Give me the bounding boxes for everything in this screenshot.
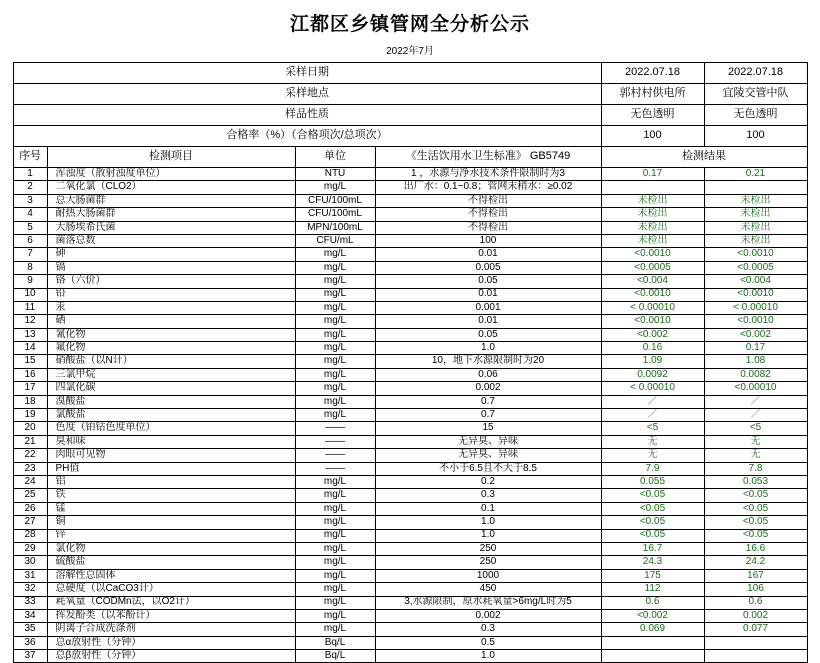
row-no: 6	[13, 234, 47, 247]
table-row	[13, 409, 807, 422]
row-item: PH值	[47, 462, 295, 475]
row-unit: ——	[295, 422, 375, 435]
row-standard: 0.5	[375, 636, 601, 649]
row-result-1: <0.0005	[601, 261, 704, 274]
row-standard: 0.3	[375, 623, 601, 636]
row-result-2: <0.0005	[704, 261, 807, 274]
row-result-1	[601, 636, 704, 649]
header-label-pass-rate: 合格率（%）（合格项次/总项次）	[13, 126, 601, 147]
row-no: 20	[13, 422, 47, 435]
row-result-2	[704, 636, 807, 649]
row-item: 四氯化碳	[47, 382, 295, 395]
row-result-2: 0.6	[704, 596, 807, 609]
table-row	[13, 475, 807, 488]
row-unit: mg/L	[295, 355, 375, 368]
table-row	[13, 650, 807, 663]
row-result-2: 未检出	[704, 194, 807, 207]
row-standard: 0.7	[375, 395, 601, 408]
row-item: 肉眼可见物	[47, 449, 295, 462]
row-item: 耐热大肠菌群	[47, 208, 295, 221]
row-result-1: 1.09	[601, 355, 704, 368]
row-result-2: <0.05	[704, 489, 807, 502]
row-result-2: <0.0010	[704, 288, 807, 301]
row-item: 溴酸盐	[47, 395, 295, 408]
row-result-1: <0.004	[601, 275, 704, 288]
row-item: 色度（铂钴色度单位）	[47, 422, 295, 435]
row-item: 总β放射性（分钟）	[47, 650, 295, 663]
row-result-1: <0.05	[601, 502, 704, 515]
row-result-2: 1.08	[704, 355, 807, 368]
row-standard: 1.0	[375, 342, 601, 355]
row-result-1: 未检出	[601, 221, 704, 234]
row-result-2: ／	[704, 409, 807, 422]
row-result-1: < 0.00010	[601, 382, 704, 395]
row-result-1: <0.0010	[601, 248, 704, 261]
table-row	[13, 288, 807, 301]
row-result-2: <0.05	[704, 529, 807, 542]
table-row	[13, 462, 807, 475]
table-row	[13, 502, 807, 515]
table-row	[13, 234, 807, 247]
row-result-2: <0.002	[704, 328, 807, 341]
table-row	[13, 395, 807, 408]
table-row	[13, 382, 807, 395]
row-standard: 0.01	[375, 315, 601, 328]
row-result-1: <0.05	[601, 516, 704, 529]
row-unit: CFU/100mL	[295, 194, 375, 207]
row-no: 31	[13, 569, 47, 582]
row-no: 1	[13, 168, 47, 181]
row-standard: 0.002	[375, 382, 601, 395]
row-standard: 0.01	[375, 288, 601, 301]
table-row	[13, 248, 807, 261]
row-no: 3	[13, 194, 47, 207]
row-result-1: ／	[601, 409, 704, 422]
page-subtitle: 2022年7月	[386, 46, 434, 57]
row-no: 13	[13, 328, 47, 341]
row-result-2: <0.00010	[704, 382, 807, 395]
row-unit: mg/L	[295, 288, 375, 301]
row-no: 9	[13, 275, 47, 288]
row-result-2: 7.8	[704, 462, 807, 475]
row-result-1: 0.16	[601, 342, 704, 355]
row-item: 氟化物	[47, 342, 295, 355]
row-result-2: 无	[704, 435, 807, 448]
row-unit: mg/L	[295, 275, 375, 288]
row-unit: mg/L	[295, 609, 375, 622]
row-standard: 无异臭、异味	[375, 449, 601, 462]
row-standard: 1.0	[375, 516, 601, 529]
row-standard: 1.0	[375, 650, 601, 663]
sample-place-value-2: 宜陵交管中队	[704, 84, 807, 105]
header-label-sample-nature: 样品性质	[13, 105, 601, 126]
row-result-2: <0.004	[704, 275, 807, 288]
row-result-1: <0.002	[601, 609, 704, 622]
row-item: 三氯甲烷	[47, 368, 295, 381]
row-unit: mg/L	[295, 328, 375, 341]
row-no: 30	[13, 556, 47, 569]
table-row	[13, 609, 807, 622]
column-header-standard: 《生活饮用水卫生标准》 GB5749	[375, 147, 601, 168]
row-no: 7	[13, 248, 47, 261]
row-item: 硒	[47, 315, 295, 328]
row-result-1: 16.7	[601, 542, 704, 555]
row-unit: mg/L	[295, 475, 375, 488]
row-item: 总硬度（以CaCO3计）	[47, 583, 295, 596]
row-no: 27	[13, 516, 47, 529]
row-no: 26	[13, 502, 47, 515]
sample-nature-value-1: 无色透明	[601, 105, 704, 126]
table-row	[13, 194, 807, 207]
row-no: 24	[13, 475, 47, 488]
row-item: 臭和味	[47, 435, 295, 448]
row-no: 21	[13, 435, 47, 448]
table-row	[13, 355, 807, 368]
row-result-2: 106	[704, 583, 807, 596]
row-result-1: <5	[601, 422, 704, 435]
row-no: 32	[13, 583, 47, 596]
row-unit: CFU/mL	[295, 234, 375, 247]
row-unit: mg/L	[295, 529, 375, 542]
row-result-1: 无	[601, 435, 704, 448]
row-result-1: < 0.00010	[601, 301, 704, 314]
row-unit: Bq/L	[295, 636, 375, 649]
row-result-2: 无	[704, 449, 807, 462]
table-row	[13, 168, 807, 181]
row-result-1: 0.6	[601, 596, 704, 609]
row-item: 铁	[47, 489, 295, 502]
row-standard: 不得检出	[375, 208, 601, 221]
row-item: 铜	[47, 516, 295, 529]
row-unit: mg/L	[295, 368, 375, 381]
row-no: 10	[13, 288, 47, 301]
row-result-2: <0.05	[704, 516, 807, 529]
row-unit: MPN/100mL	[295, 221, 375, 234]
table-row	[13, 275, 807, 288]
row-item: 锰	[47, 502, 295, 515]
header-label-sample-place: 采样地点	[13, 84, 601, 105]
pass-rate-value-1: 100	[601, 126, 704, 147]
row-item: 溶解性总固体	[47, 569, 295, 582]
row-item: 硫酸盐	[47, 556, 295, 569]
sample-date-value-2: 2022.07.18	[704, 63, 807, 84]
row-item: 汞	[47, 301, 295, 314]
row-result-1: 24.3	[601, 556, 704, 569]
row-no: 5	[13, 221, 47, 234]
row-no: 19	[13, 409, 47, 422]
row-unit: CFU/100mL	[295, 208, 375, 221]
row-standard: 1 ，水源与净水技术条件限制时为3	[375, 168, 601, 181]
row-standard: 0.7	[375, 409, 601, 422]
sample-date-value-1: 2022.07.18	[601, 63, 704, 84]
table-column-header-row	[13, 147, 807, 168]
row-result-2: 24.2	[704, 556, 807, 569]
row-standard: 0.05	[375, 275, 601, 288]
row-result-1: 7.9	[601, 462, 704, 475]
row-unit: mg/L	[295, 342, 375, 355]
pass-rate-value-2: 100	[704, 126, 807, 147]
row-result-1	[601, 650, 704, 663]
table-row	[13, 569, 807, 582]
row-item: 硝酸盐（以N计）	[47, 355, 295, 368]
row-result-1: 175	[601, 569, 704, 582]
row-no: 15	[13, 355, 47, 368]
row-unit: mg/L	[295, 569, 375, 582]
row-standard: 0.01	[375, 248, 601, 261]
row-no: 35	[13, 623, 47, 636]
row-unit: mg/L	[295, 583, 375, 596]
row-result-1: <0.0010	[601, 315, 704, 328]
row-result-1: ／	[601, 395, 704, 408]
row-item: 砷	[47, 248, 295, 261]
table-header-row-sample-place	[13, 84, 807, 105]
row-unit: mg/L	[295, 301, 375, 314]
row-result-2: 0.053	[704, 475, 807, 488]
row-no: 25	[13, 489, 47, 502]
table-row	[13, 328, 807, 341]
row-unit: mg/L	[295, 623, 375, 636]
row-unit: mg/L	[295, 489, 375, 502]
row-result-1: <0.05	[601, 529, 704, 542]
row-no: 22	[13, 449, 47, 462]
row-standard: 1.0	[375, 529, 601, 542]
row-unit: mg/L	[295, 516, 375, 529]
row-unit: mg/L	[295, 181, 375, 194]
row-item: 浑浊度（散射浊度单位）	[47, 168, 295, 181]
header-label-sample-date: 采样日期	[13, 63, 601, 84]
row-unit: ——	[295, 435, 375, 448]
row-item: 氰化物	[47, 328, 295, 341]
row-result-2: <0.05	[704, 502, 807, 515]
row-standard: 3,水源限制，原水耗氧量>6mg/L时为5	[375, 596, 601, 609]
table-row	[13, 596, 807, 609]
row-result-1: 0.17	[601, 168, 704, 181]
row-no: 23	[13, 462, 47, 475]
row-standard: 250	[375, 542, 601, 555]
sample-place-value-1: 郭村村供电所	[601, 84, 704, 105]
row-result-1: <0.0010	[601, 288, 704, 301]
table-row	[13, 435, 807, 448]
column-header-unit: 单位	[295, 147, 375, 168]
row-no: 11	[13, 301, 47, 314]
row-no: 17	[13, 382, 47, 395]
row-item: 挥发酚类（以苯酚计）	[47, 609, 295, 622]
row-item: 锌	[47, 529, 295, 542]
row-result-2: <5	[704, 422, 807, 435]
row-result-1	[601, 181, 704, 194]
row-standard: 1000	[375, 569, 601, 582]
row-no: 8	[13, 261, 47, 274]
row-unit: mg/L	[295, 261, 375, 274]
table-row	[13, 516, 807, 529]
row-item: 氯化物	[47, 542, 295, 555]
row-no: 12	[13, 315, 47, 328]
table-row	[13, 221, 807, 234]
row-unit: Bq/L	[295, 650, 375, 663]
row-standard: 0.1	[375, 502, 601, 515]
table-header-row-sample-date	[13, 63, 807, 84]
row-result-2: 0.077	[704, 623, 807, 636]
row-unit: NTU	[295, 168, 375, 181]
row-result-1: 112	[601, 583, 704, 596]
row-item: 大肠埃希氏菌	[47, 221, 295, 234]
table-row	[13, 301, 807, 314]
row-standard: 450	[375, 583, 601, 596]
row-item: 铅	[47, 288, 295, 301]
row-standard: 不得检出	[375, 221, 601, 234]
row-result-2: 未检出	[704, 234, 807, 247]
row-item: 总α放射性（分钟）	[47, 636, 295, 649]
row-result-1: 未检出	[601, 234, 704, 247]
table-row	[13, 342, 807, 355]
row-unit: mg/L	[295, 556, 375, 569]
row-result-2	[704, 650, 807, 663]
row-unit: ——	[295, 449, 375, 462]
row-result-2: < 0.00010	[704, 301, 807, 314]
table-row	[13, 489, 807, 502]
row-item: 铝	[47, 475, 295, 488]
table-row	[13, 542, 807, 555]
row-standard: 无异臭、异味	[375, 435, 601, 448]
row-standard: 15	[375, 422, 601, 435]
row-unit: mg/L	[295, 248, 375, 261]
row-unit: mg/L	[295, 502, 375, 515]
row-result-2: <0.0010	[704, 315, 807, 328]
row-standard: 不得检出	[375, 194, 601, 207]
row-no: 37	[13, 650, 47, 663]
table-row	[13, 556, 807, 569]
page-title: 江都区乡镇管网全分析公示	[289, 14, 530, 35]
row-no: 2	[13, 181, 47, 194]
row-result-2: 0.21	[704, 168, 807, 181]
sample-nature-value-2: 无色透明	[704, 105, 807, 126]
row-standard: 250	[375, 556, 601, 569]
row-unit: mg/L	[295, 542, 375, 555]
row-result-2: 未检出	[704, 208, 807, 221]
row-result-2: 未检出	[704, 221, 807, 234]
row-standard: 10，地下水源限制时为20	[375, 355, 601, 368]
row-result-1: 0.0092	[601, 368, 704, 381]
table-row	[13, 315, 807, 328]
row-result-1: 未检出	[601, 194, 704, 207]
row-unit: mg/L	[295, 382, 375, 395]
row-result-1: 未检出	[601, 208, 704, 221]
row-result-2: 0.002	[704, 609, 807, 622]
row-result-2: <0.0010	[704, 248, 807, 261]
analysis-table	[13, 62, 808, 663]
table-row	[13, 261, 807, 274]
column-header-no: 序号	[13, 147, 47, 168]
row-item: 镉	[47, 261, 295, 274]
row-standard: 不小于6.5且不大于8.5	[375, 462, 601, 475]
row-standard: 出厂水：0.1~0.8；管网末稍水：≥0.02	[375, 181, 601, 194]
row-no: 4	[13, 208, 47, 221]
row-result-2: 167	[704, 569, 807, 582]
column-header-result: 检测结果	[601, 147, 807, 168]
row-standard: 100	[375, 234, 601, 247]
table-row	[13, 529, 807, 542]
table-row	[13, 583, 807, 596]
row-no: 34	[13, 609, 47, 622]
row-result-1: 0.055	[601, 475, 704, 488]
row-no: 36	[13, 636, 47, 649]
row-result-2: 0.0082	[704, 368, 807, 381]
row-item: 铬（六价）	[47, 275, 295, 288]
row-no: 16	[13, 368, 47, 381]
row-result-1: 0.069	[601, 623, 704, 636]
row-result-1: <0.05	[601, 489, 704, 502]
row-result-2: 0.17	[704, 342, 807, 355]
table-header-row-sample-nature	[13, 105, 807, 126]
row-unit: mg/L	[295, 409, 375, 422]
row-result-2: ／	[704, 395, 807, 408]
column-header-item: 检测项目	[47, 147, 295, 168]
table-row	[13, 636, 807, 649]
row-result-1: <0.002	[601, 328, 704, 341]
row-item: 氯酸盐	[47, 409, 295, 422]
row-no: 18	[13, 395, 47, 408]
table-row	[13, 368, 807, 381]
row-result-1: 无	[601, 449, 704, 462]
table-row	[13, 181, 807, 194]
row-item: 耗氧量（CODMn法，以O2计）	[47, 596, 295, 609]
row-standard: 0.06	[375, 368, 601, 381]
table-row	[13, 449, 807, 462]
row-standard: 0.001	[375, 301, 601, 314]
row-standard: 0.05	[375, 328, 601, 341]
row-unit: mg/L	[295, 596, 375, 609]
row-no: 14	[13, 342, 47, 355]
row-unit: mg/L	[295, 395, 375, 408]
table-row	[13, 208, 807, 221]
table-row	[13, 623, 807, 636]
row-result-2	[704, 181, 807, 194]
row-unit: mg/L	[295, 315, 375, 328]
row-item: 阴离子合成洗涤剂	[47, 623, 295, 636]
table-header-row-pass-rate	[13, 126, 807, 147]
row-standard: 0.002	[375, 609, 601, 622]
row-result-2: 16.6	[704, 542, 807, 555]
row-item: 菌落总数	[47, 234, 295, 247]
row-no: 33	[13, 596, 47, 609]
row-unit: ——	[295, 462, 375, 475]
row-item: 总大肠菌群	[47, 194, 295, 207]
row-no: 29	[13, 542, 47, 555]
row-item: 二氧化氯（CLO2）	[47, 181, 295, 194]
row-standard: 0.3	[375, 489, 601, 502]
row-standard: 0.005	[375, 261, 601, 274]
table-row	[13, 422, 807, 435]
row-standard: 0.2	[375, 475, 601, 488]
row-no: 28	[13, 529, 47, 542]
